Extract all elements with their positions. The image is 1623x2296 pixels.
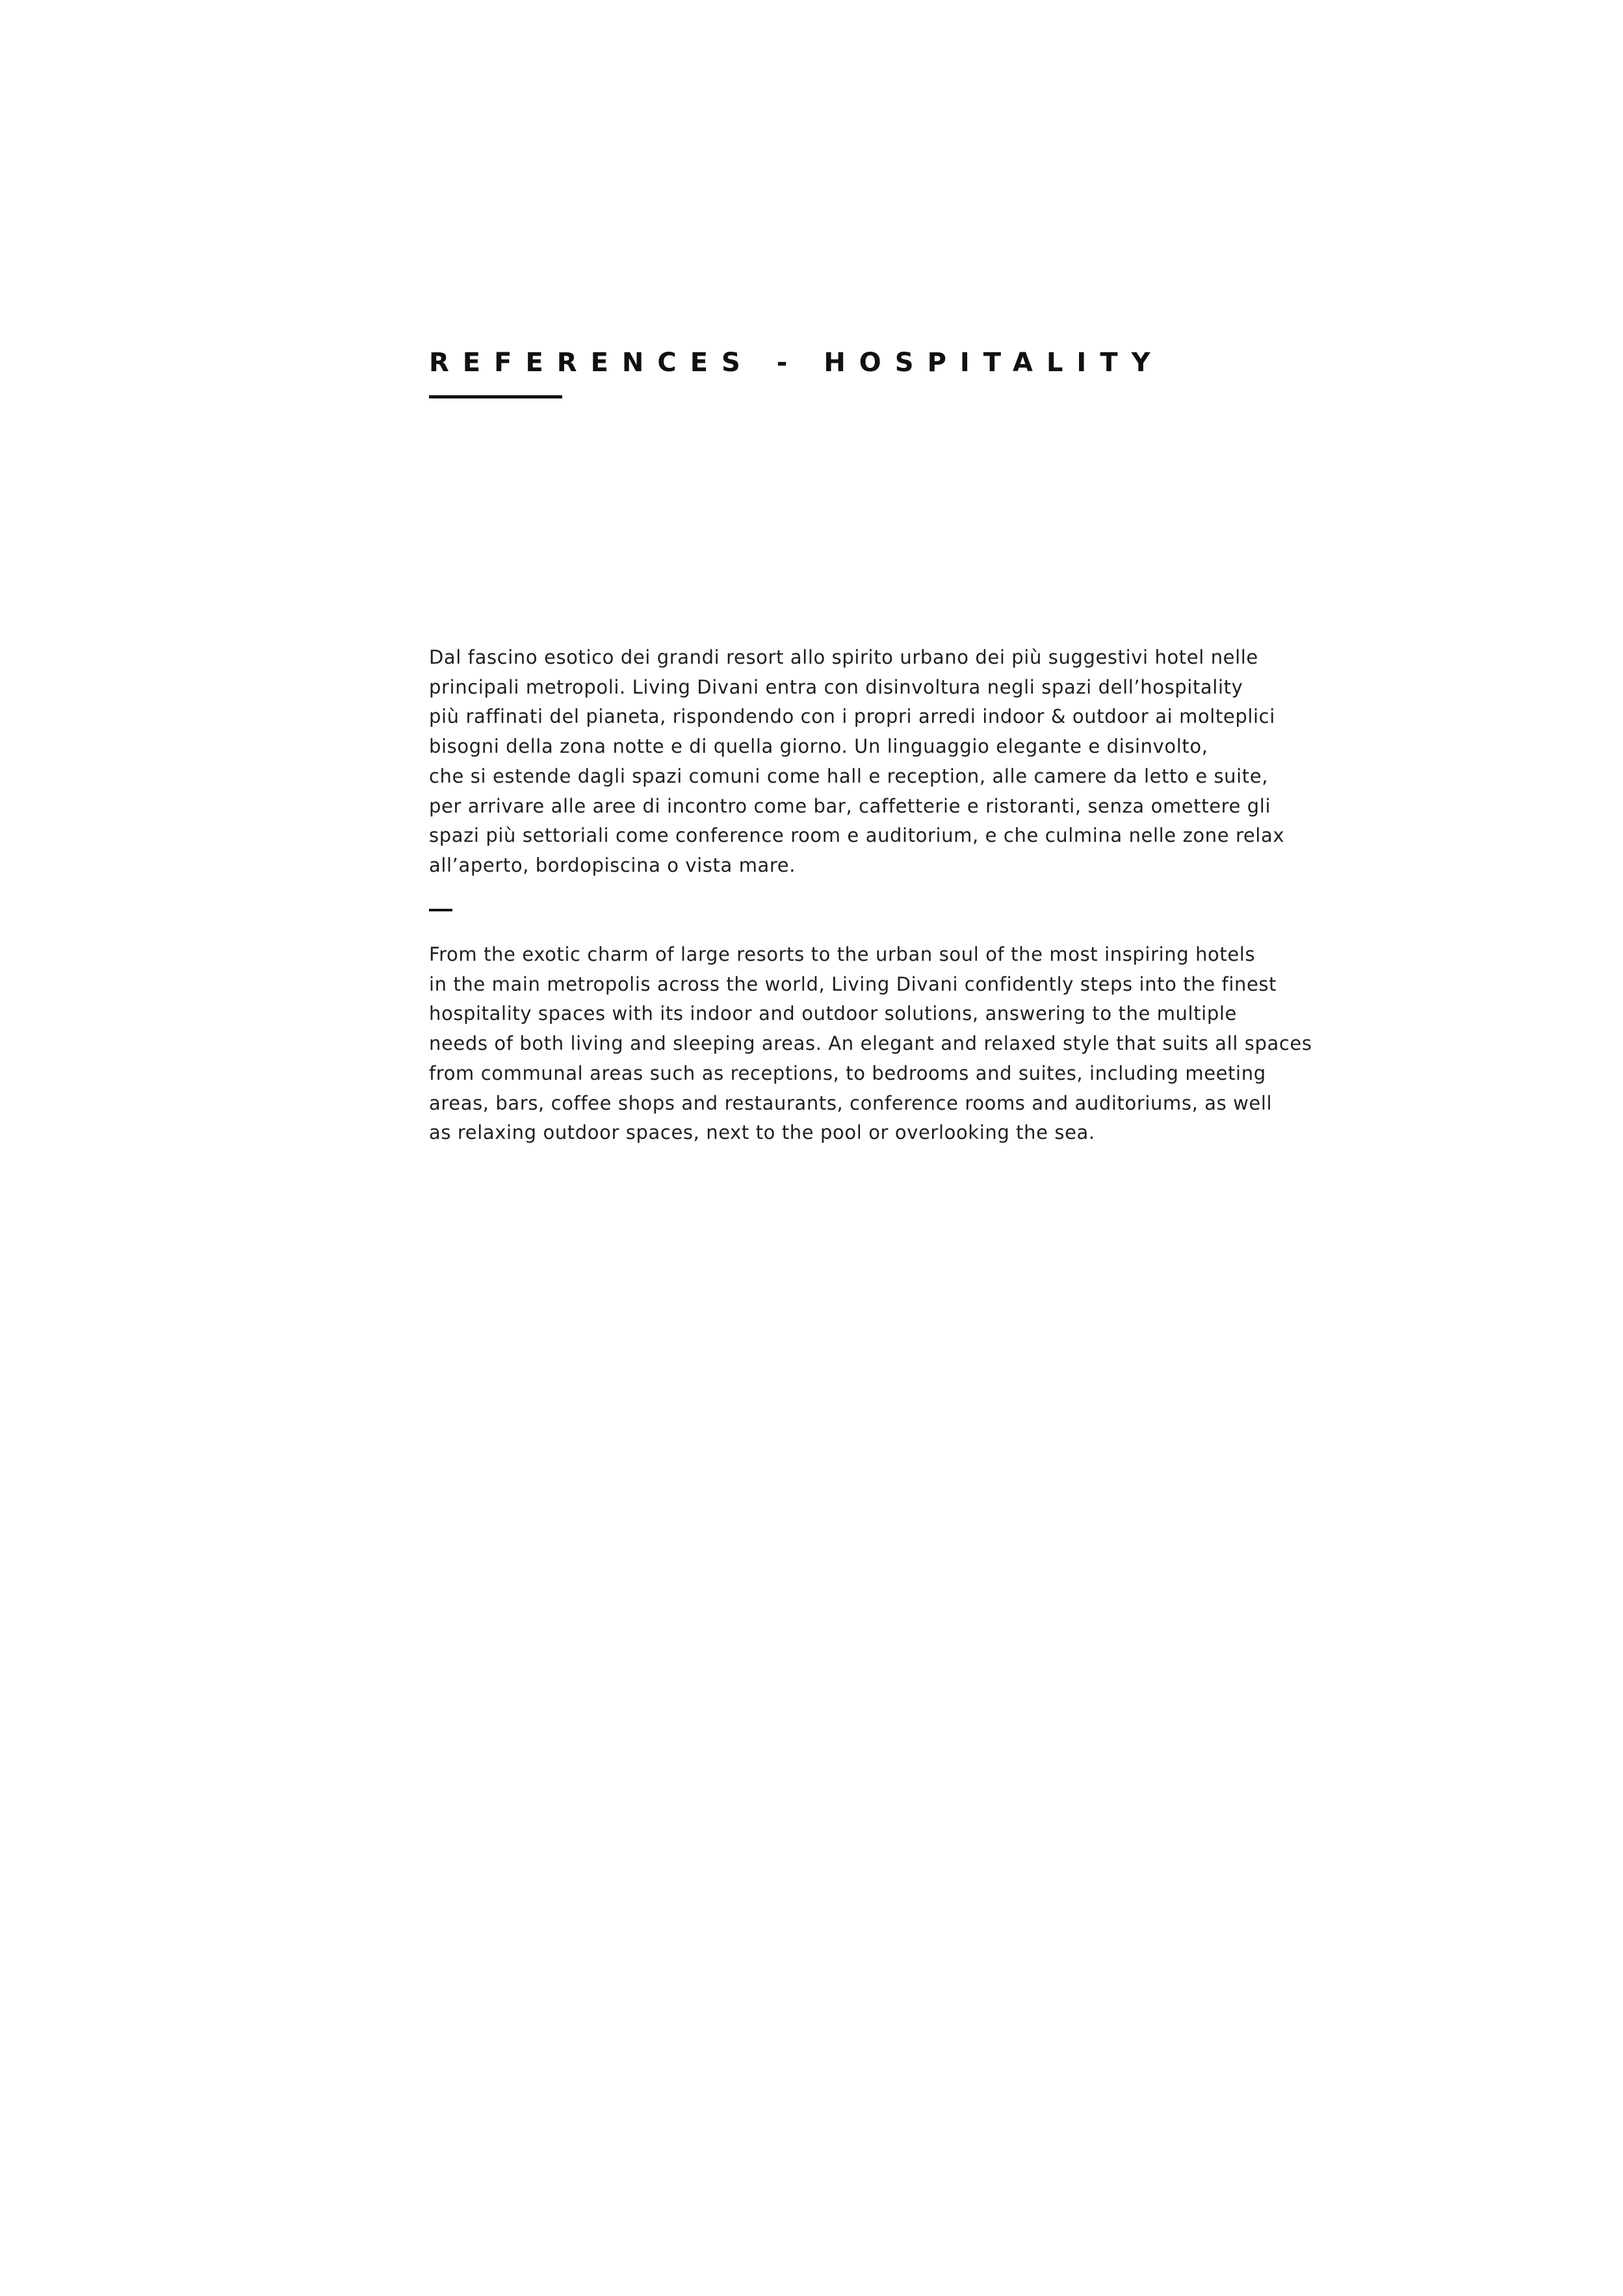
paragraph-line: per arrivare alle aree di incontro come bar, caffetterie e ristoranti, senza omettere gli: [429, 794, 1271, 817]
language-separator: [429, 909, 452, 911]
paragraph-line: che si estende dagli spazi comuni come hall e reception, alle camere da letto e suite,: [429, 764, 1269, 787]
paragraph-line: all’aperto, bordopiscina o vista mare.: [429, 854, 796, 876]
english-paragraph: [429, 940, 1339, 1148]
page-heading: REFERENCES - HOSPITALITY: [429, 348, 1164, 378]
paragraph-line: From the exotic charm of large resorts to the urban soul of the most inspiring hotels: [429, 943, 1256, 965]
paragraph-line: principali metropoli. Living Divani entra con disinvoltura negli spazi dell’hospitality: [429, 675, 1243, 698]
paragraph-line: in the main metropolis across the world, Living Divani confidently steps into the finest: [429, 972, 1277, 995]
italian-paragraph: [429, 643, 1339, 881]
paragraph-line: bisogni della zona notte e di quella giorno. Un linguaggio elegante e disinvolto,: [429, 735, 1208, 758]
paragraph-line: spazi più settoriali come conference room e auditorium, e che culmina nelle zone relax: [429, 824, 1285, 847]
paragraph-line: più raffinati del pianeta, rispondendo con i propri arredi indoor & outdoor ai molteplici: [429, 705, 1275, 728]
paragraph-line: hospitality spaces with its indoor and outdoor solutions, answering to the multiple: [429, 1002, 1237, 1025]
paragraph-line: from communal areas such as receptions, to bedrooms and suites, including meeting: [429, 1062, 1266, 1084]
paragraph-line: areas, bars, coffee shops and restaurants, conference rooms and auditoriums, as well: [429, 1091, 1273, 1114]
paragraph-line: needs of both living and sleeping areas. An elegant and relaxed style that suits all spaces: [429, 1032, 1312, 1055]
heading-underline: [429, 395, 562, 398]
paragraph-line: Dal fascino esotico dei grandi resort allo spirito urbano dei più suggestivi hotel nelle: [429, 646, 1258, 668]
paragraph-line: as relaxing outdoor spaces, next to the pool or overlooking the sea.: [429, 1121, 1095, 1144]
